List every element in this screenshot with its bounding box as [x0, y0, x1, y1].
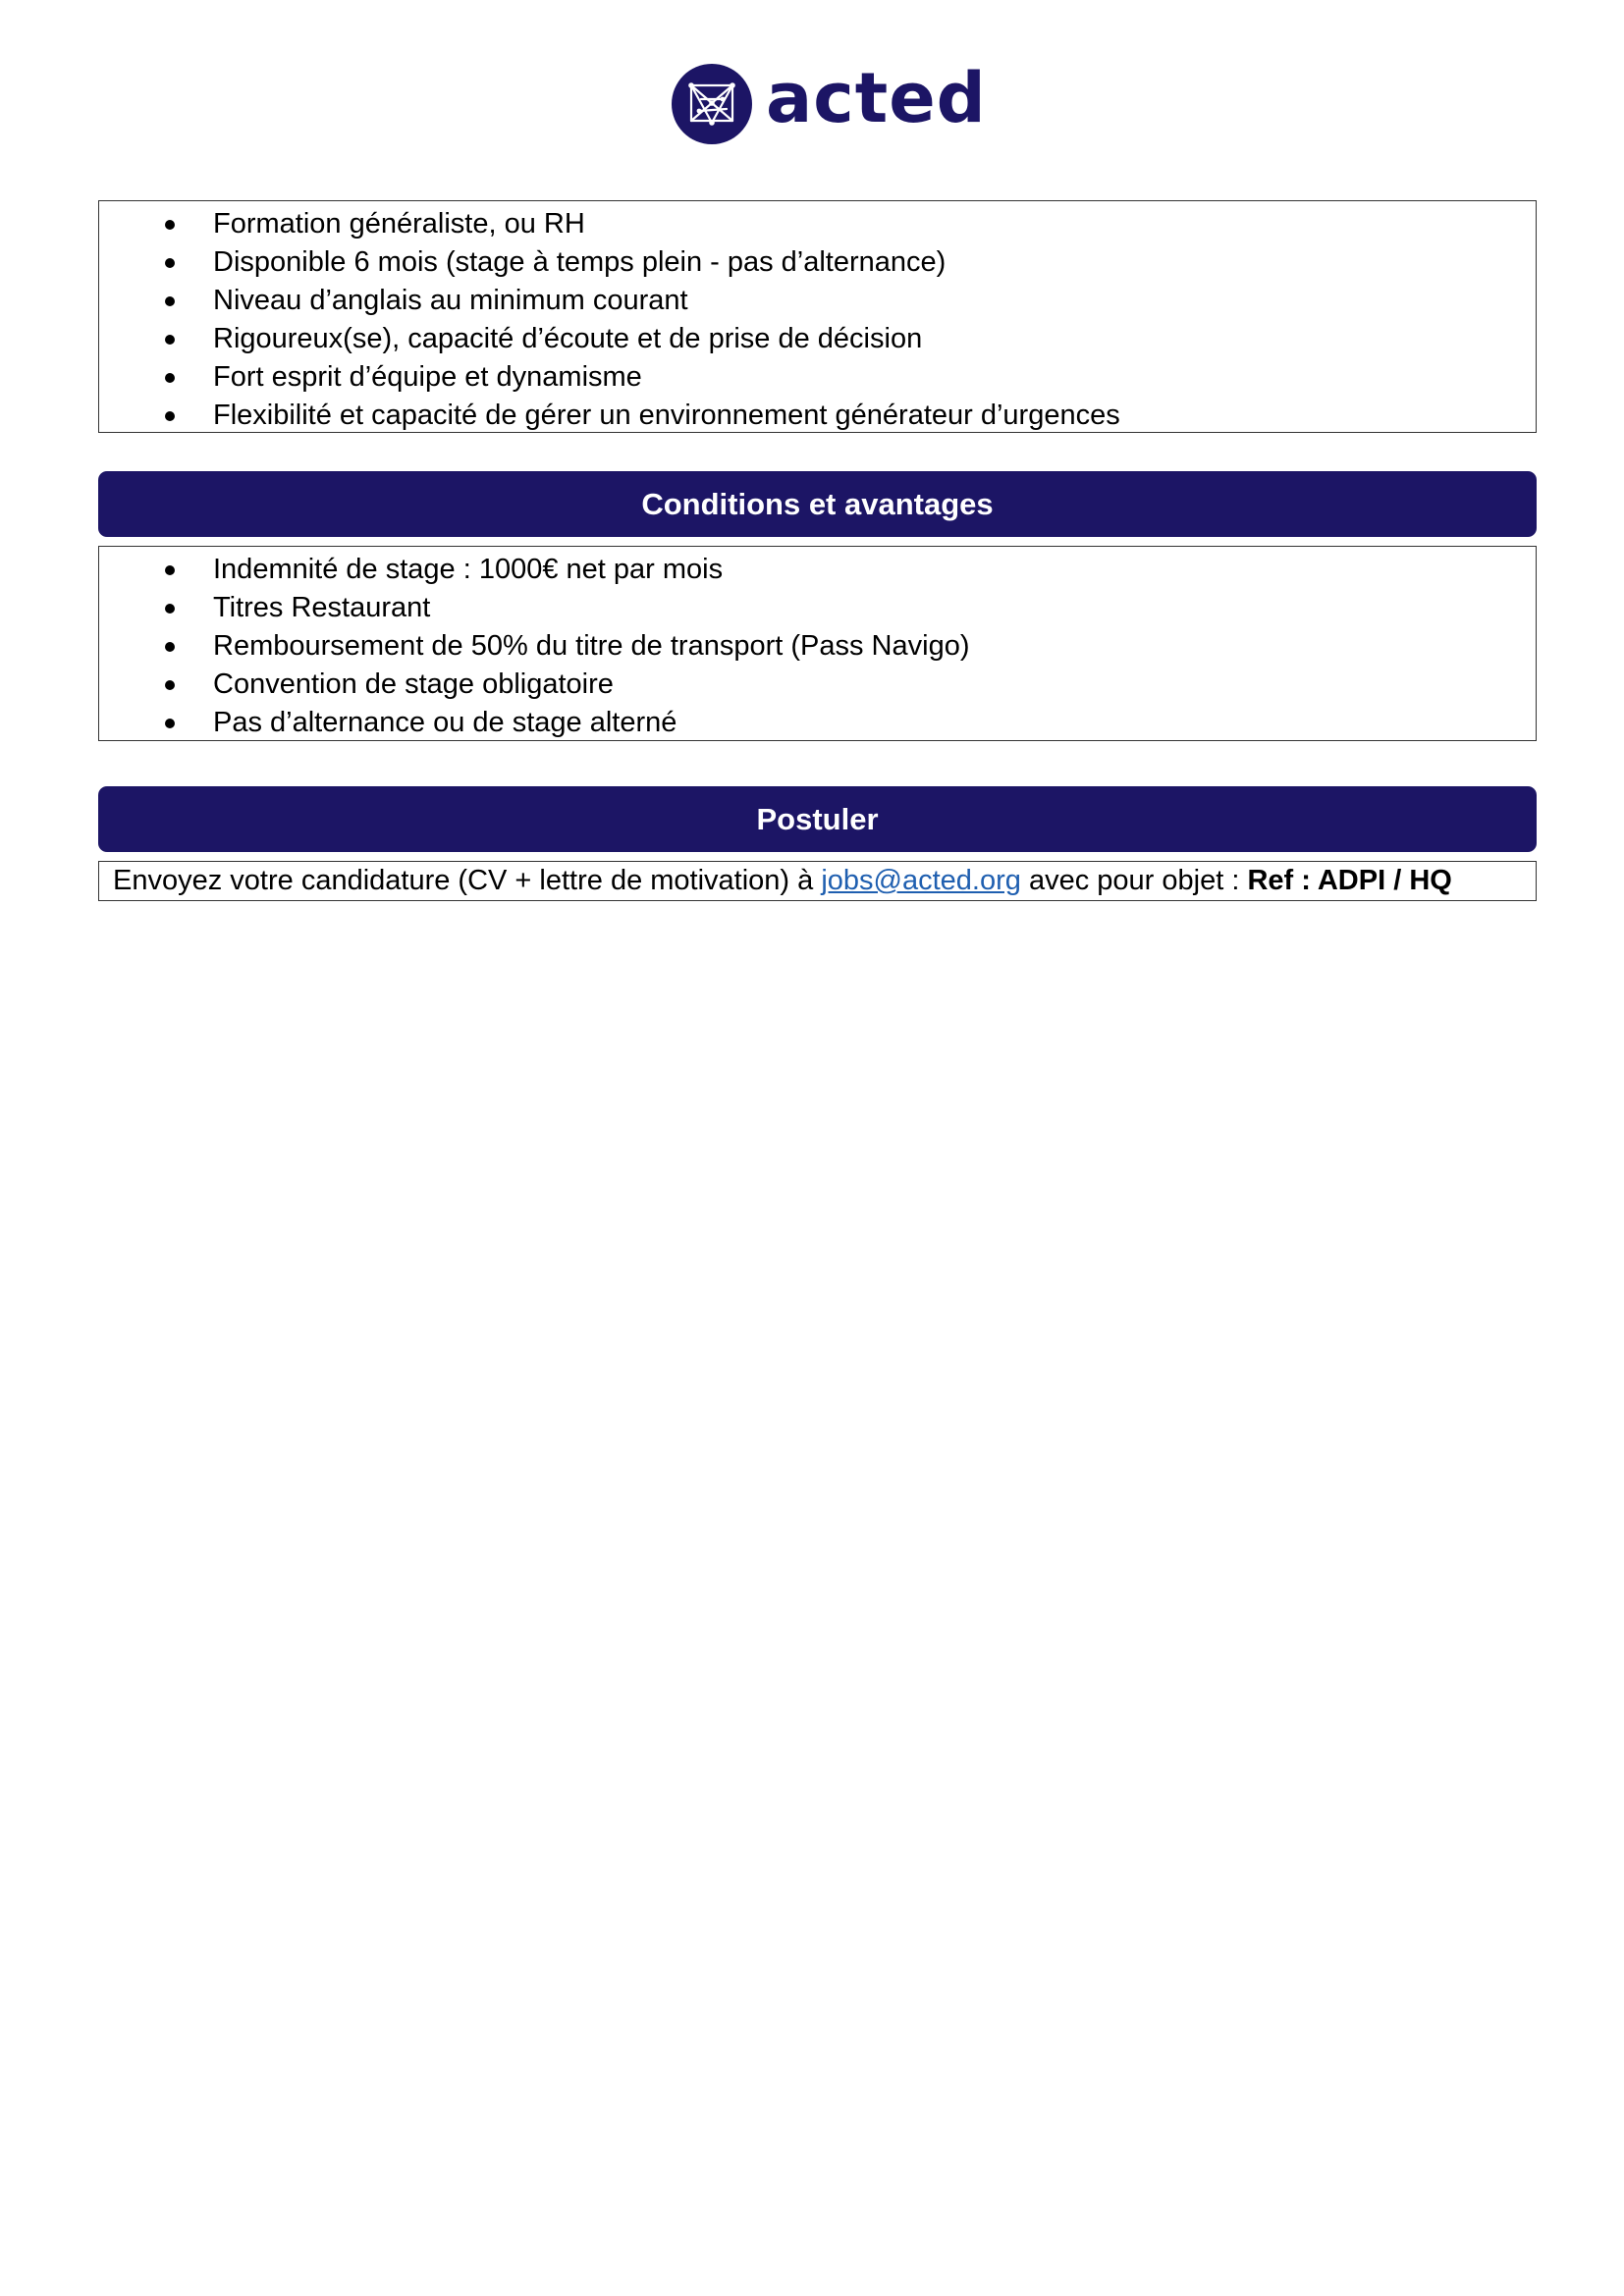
conditions-section-title: Conditions et avantages — [641, 486, 994, 521]
acted-logo — [672, 58, 987, 145]
apply-section-title: Postuler — [756, 801, 879, 836]
profile-requirements-box — [98, 200, 1537, 433]
list-item: Formation généraliste, ou RH — [99, 205, 1536, 243]
list-item: Indemnité de stage : 1000€ net par mois — [99, 551, 1536, 589]
conditions-box — [98, 546, 1537, 741]
conditions-list — [99, 551, 1536, 742]
list-item: Rigoureux(se), capacité d’écoute et de prise de décision — [99, 320, 1536, 358]
profile-requirements-list — [99, 205, 1536, 435]
brand-name: acted — [766, 58, 987, 138]
apply-instructions — [99, 863, 1536, 898]
list-item: Niveau d’anglais au minimum courant — [99, 282, 1536, 320]
apply-section-header — [98, 786, 1537, 852]
list-item: Pas d’alternance ou de stage alterné — [99, 704, 1536, 742]
apply-box — [98, 861, 1537, 901]
list-item: Titres Restaurant — [99, 589, 1536, 627]
list-item: Fort esprit d’équipe et dynamisme — [99, 358, 1536, 397]
list-item: Disponible 6 mois (stage à temps plein - pas d’alternance) — [99, 243, 1536, 282]
apply-text-before: Envoyez votre candidature (CV + lettre de motivation) à — [113, 865, 822, 896]
list-item: Flexibilité et capacité de gérer un environnement générateur d’urgences — [99, 397, 1536, 435]
conditions-section-header — [98, 471, 1537, 537]
apply-reference: Ref : ADPI / HQ — [1247, 865, 1452, 896]
apply-text-after: avec pour objet : — [1020, 865, 1248, 896]
list-item: Convention de stage obligatoire — [99, 666, 1536, 704]
list-item: Remboursement de 50% du titre de transport (Pass Navigo) — [99, 627, 1536, 666]
acted-logo-icon — [672, 64, 752, 144]
apply-email-link[interactable]: jobs@acted.org — [821, 865, 1021, 896]
